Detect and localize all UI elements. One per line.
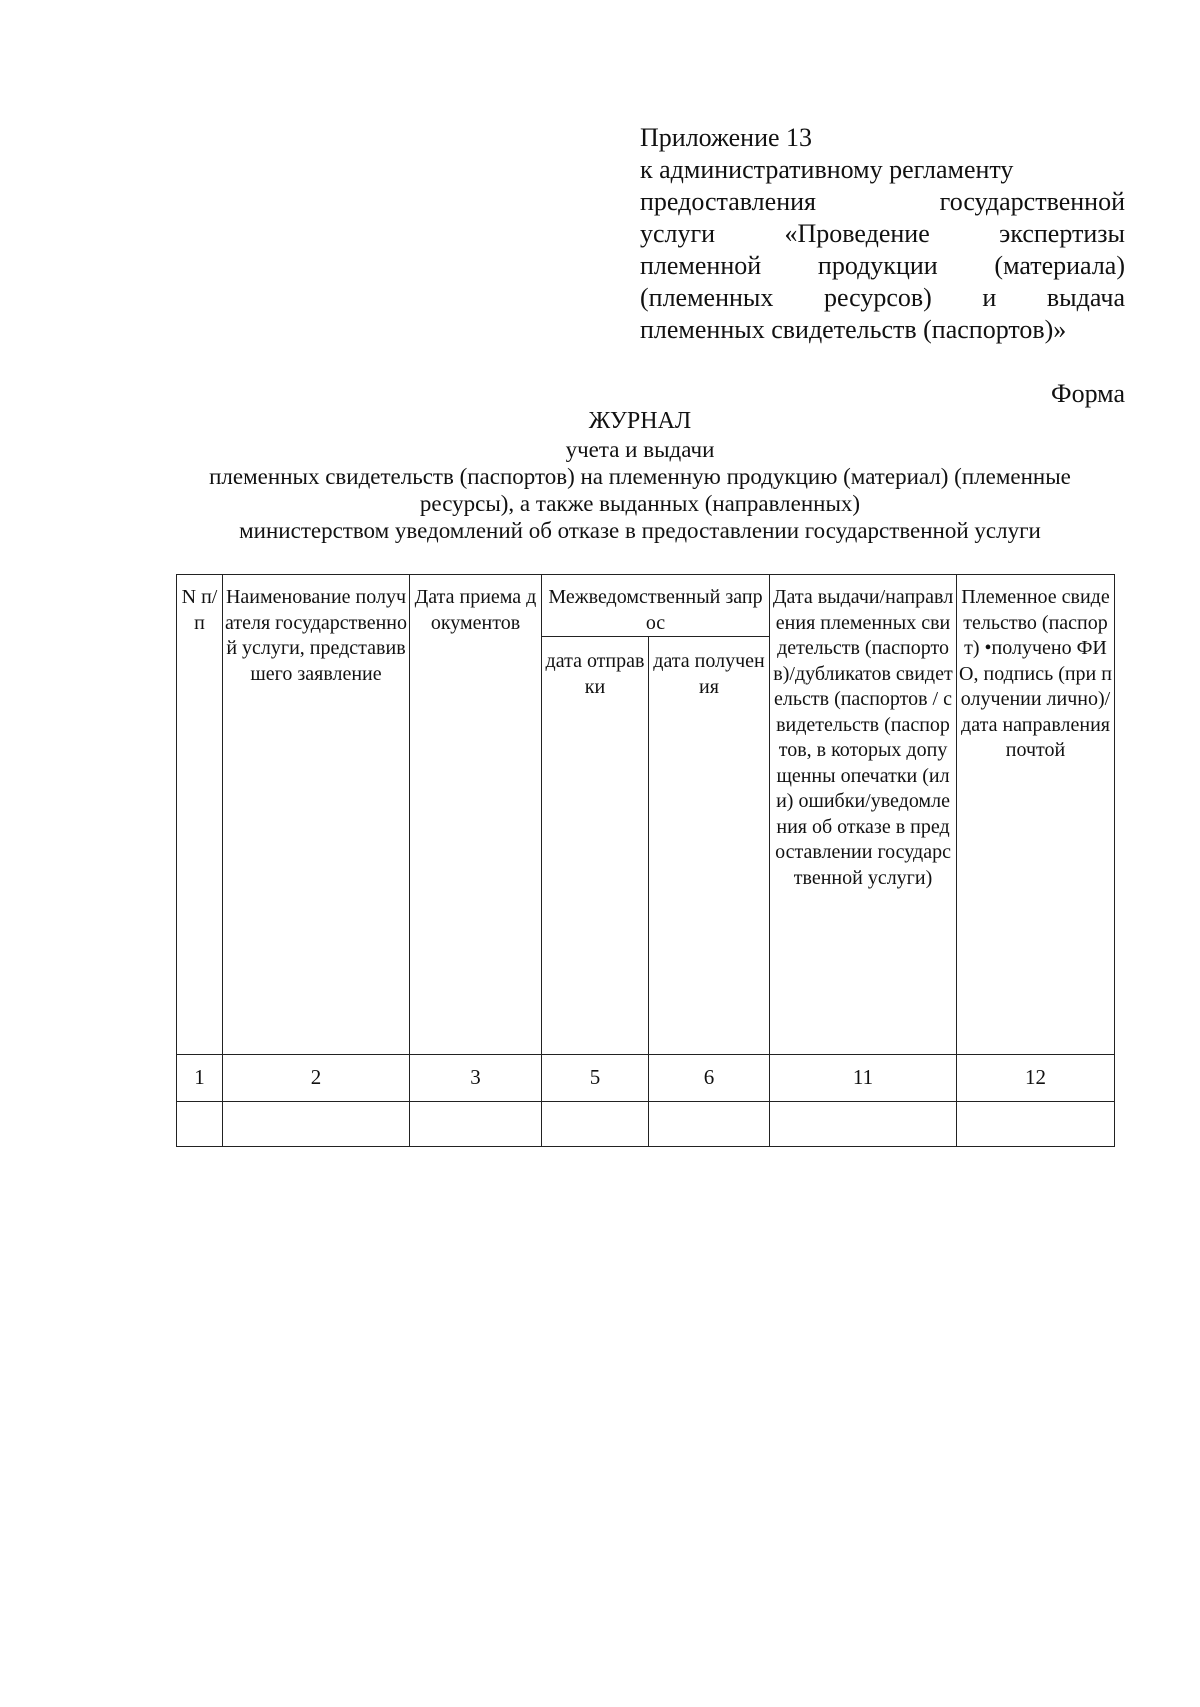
appendix-line: племенных свидетельств (паспортов)»	[640, 315, 1067, 344]
column-number: 5	[542, 1055, 649, 1102]
table-cell	[770, 1102, 957, 1147]
header-date-sent: дата отправки	[542, 637, 649, 1055]
appendix-line: (племенных ресурсов) и выдача	[640, 283, 1125, 312]
header-certificate-received: Племенное свидетельство (паспорт) •получено ФИО, подпись (при получении лично)/дата направления почтой	[957, 575, 1115, 1055]
column-number: 11	[770, 1055, 957, 1102]
column-number: 6	[649, 1055, 770, 1102]
column-number: 12	[957, 1055, 1115, 1102]
table-cell	[410, 1102, 542, 1147]
appendix-line: предоставления государственной	[640, 187, 1125, 216]
appendix-line: к административному регламенту	[640, 155, 1014, 184]
header-date-got: дата получения	[649, 637, 770, 1055]
table-cell	[957, 1102, 1115, 1147]
header-row-number: N п/п	[177, 575, 223, 1055]
journal-title-line: племенных свидетельств (паспортов) на племенную продукцию (материал) (племенные	[209, 464, 1071, 489]
journal-title-line: учета и выдачи	[565, 437, 715, 462]
appendix-header	[640, 122, 1125, 346]
column-number: 3	[410, 1055, 542, 1102]
column-number: 1	[177, 1055, 223, 1102]
column-number-row	[177, 1055, 1115, 1102]
column-number: 2	[223, 1055, 410, 1102]
appendix-line: племенной продукции (материала)	[640, 251, 1125, 280]
table-cell	[177, 1102, 223, 1147]
header-interagency-request: Межведомственный запрос	[542, 575, 770, 637]
journal-table	[176, 574, 1115, 1147]
header-date-received: Дата приема документов	[410, 575, 542, 1055]
appendix-number: Приложение 13	[640, 123, 813, 152]
header-issue-date: Дата выдачи/направления племенных свидетельств (паспортов)/дубликатов свидетельств (паспортов / свидетельств (паспортов, в которых допущенны опечатки (или) ошибки/уведомления об отказе в предоставлении государственной услуги)	[770, 575, 957, 1055]
appendix-line: услуги «Проведение экспертизы	[640, 219, 1125, 248]
journal-title-line: министерством уведомлений об отказе в предоставлении государственной услуги	[239, 518, 1041, 543]
header-recipient-name: Наименование получателя государственной услуги, представившего заявление	[223, 575, 410, 1055]
table-row	[177, 1102, 1115, 1147]
table-cell	[542, 1102, 649, 1147]
table-cell	[223, 1102, 410, 1147]
table-cell	[649, 1102, 770, 1147]
journal-title	[160, 406, 1120, 544]
form-label: Форма	[1051, 379, 1125, 408]
journal-title-line: ресурсы), а также выданных (направленных)	[419, 491, 861, 516]
journal-title-main: ЖУРНАЛ	[588, 408, 692, 434]
